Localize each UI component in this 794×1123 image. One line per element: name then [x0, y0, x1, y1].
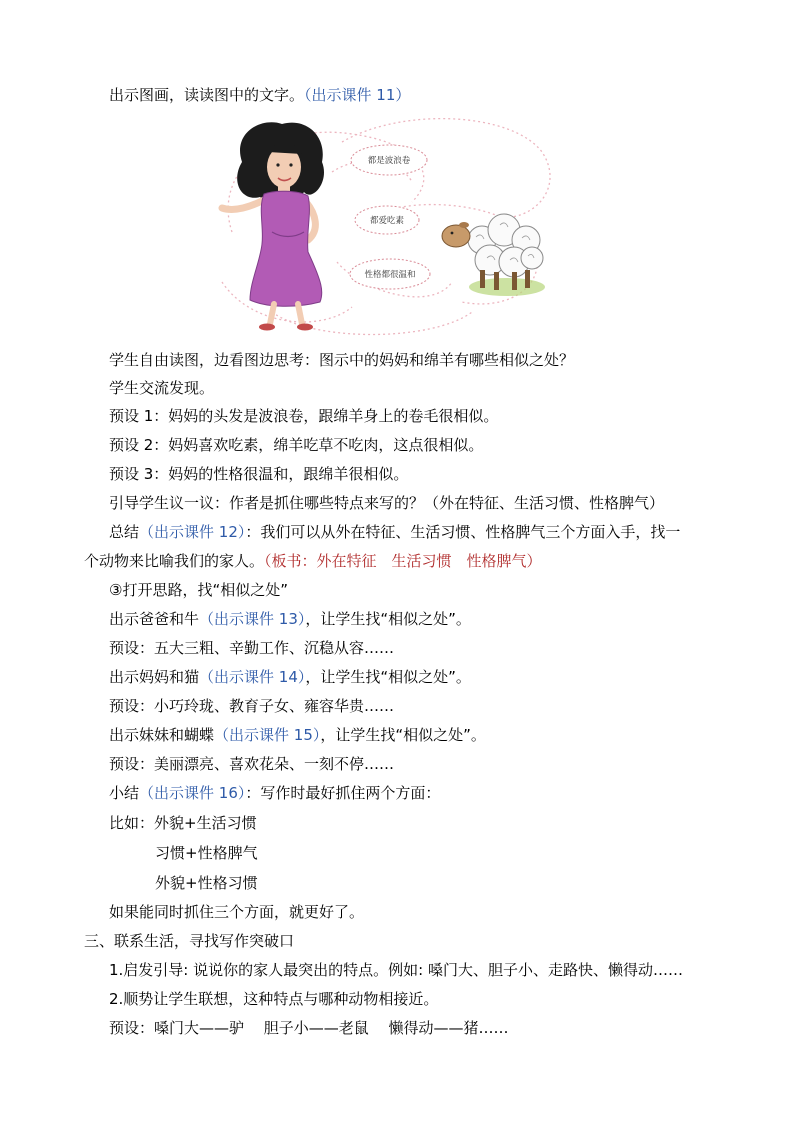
bubble-gentle: [350, 259, 430, 289]
line-guide-discuss: 引导学生议一议：作者是抓住哪些特点来写的？（外在特征、生活习惯、性格脾气）: [109, 494, 665, 512]
line-example-3: 外貌+性格习惯: [155, 874, 258, 892]
line-preset-animals: 预设：嗓门大——驴 胆子小——老鼠 懒得动——猪……: [109, 1019, 509, 1037]
text: 出示图画，读读图中的文字。: [109, 86, 305, 104]
courseware-note: （出示课件 16）: [139, 784, 246, 802]
bubble-wavy-hair: [351, 145, 427, 175]
text: ，让学生找“相似之处”。: [320, 726, 486, 744]
line-conclusion: [109, 783, 440, 803]
text: 出示妈妈和猫: [109, 668, 200, 686]
bubble-vegetarian: [355, 206, 419, 234]
mother-figure: [222, 122, 324, 330]
line-summary-cont: [84, 551, 542, 571]
line-show-picture: [109, 85, 410, 105]
courseware-note: （出示课件 12）: [139, 523, 246, 541]
text: ：写作时最好抓住两个方面：: [245, 784, 441, 802]
line-preset-mom: 预设：小巧玲珑、教育子女、雍容华贵……: [109, 697, 395, 715]
illustration-svg: [212, 112, 562, 340]
courseware-note: （出示课件 15）: [214, 726, 321, 744]
line-step-1: 1.启发引导: 说说你的家人最突出的特点。例如: 嗓门大、胆子小、走路快、懒得动……: [109, 961, 683, 979]
bubble-gentle-text: 性格都很温和: [364, 270, 416, 280]
text: 出示妹妹和蝴蝶: [109, 726, 215, 744]
line-open-mind: ③打开思路，找“相似之处”: [109, 581, 288, 599]
text: ：我们可以从外在特征、生活习惯、性格脾气三个方面入手，找一: [245, 523, 681, 541]
line-dad-and-cow: [109, 609, 471, 629]
line-students-share: 学生交流发现。: [109, 379, 215, 397]
text: 总结: [109, 523, 140, 541]
line-preset-2: 预设 2：妈妈喜欢吃素，绵羊吃草不吃肉，这点很相似。: [109, 436, 484, 454]
text: 小结: [109, 784, 140, 802]
text: 出示爸爸和牛: [109, 610, 200, 628]
line-preset-3: 预设 3：妈妈的性格很温和，跟绵羊很相似。: [109, 465, 409, 483]
line-mom-and-cat: [109, 667, 471, 687]
text: 个动物来比喻我们的家人。: [84, 552, 265, 570]
line-example-2: 习惯+性格脾气: [155, 844, 258, 862]
courseware-note: （出示课件 14）: [199, 668, 306, 686]
line-preset-dad: 预设：五大三粗、辛勤工作、沉稳从容……: [109, 639, 395, 657]
line-summary: [109, 522, 680, 542]
line-example-1: 比如：外貌+生活习惯: [109, 814, 257, 832]
line-read-and-think: 学生自由读图，边看图边思考：图示中的妈妈和绵羊有哪些相似之处？: [109, 351, 575, 369]
line-preset-sister: 预设：美丽漂亮、喜欢花朵、一刻不停……: [109, 755, 395, 773]
board-note: （板书：外在特征 生活习惯 性格脾气）: [264, 552, 542, 570]
courseware-note: （出示课件 11）: [304, 86, 411, 104]
bubble-vegetarian-text: 都爱吃素: [369, 216, 405, 226]
text: ，让学生找“相似之处”。: [305, 668, 471, 686]
mother-and-sheep-illustration: [212, 112, 562, 340]
courseware-note: （出示课件 13）: [199, 610, 306, 628]
section-heading-3: 三、联系生活，寻找写作突破口: [84, 932, 295, 950]
text: ，让学生找“相似之处”。: [305, 610, 471, 628]
line-three-aspects: 如果能同时抓住三个方面，就更好了。: [109, 903, 365, 921]
line-step-2: 2.顺势让学生联想，这种特点与哪种动物相接近。: [109, 990, 439, 1008]
bubble-wavy-hair-text: 都是波浪卷: [367, 156, 411, 166]
line-preset-1: 预设 1：妈妈的头发是波浪卷，跟绵羊身上的卷毛很相似。: [109, 407, 499, 425]
sheep-figure: [442, 214, 545, 296]
line-sister-and-butterfly: [109, 725, 486, 745]
